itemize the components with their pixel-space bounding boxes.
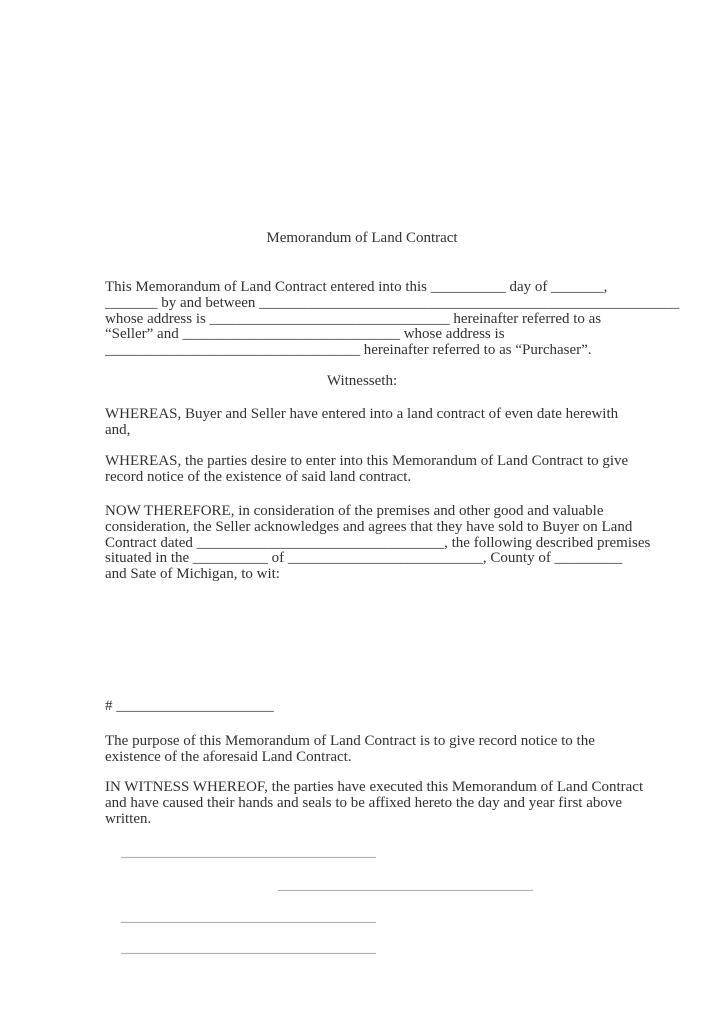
signature-line-4: __________________________________ <box>121 940 376 956</box>
now-therefore-line-2: consideration, the Seller acknowledges and agrees that they have sold to Buyer on Land <box>105 518 633 535</box>
in-witness-line-3: written. <box>105 810 152 827</box>
whereas2-line-2: record notice of the existence of said land contract. <box>105 468 412 485</box>
signature-line-3: __________________________________ <box>121 909 376 925</box>
in-witness-paragraph <box>105 779 644 827</box>
whereas1-line-1: WHEREAS, Buyer and Seller have entered into a land contract of even date herewith <box>105 406 619 422</box>
now-therefore-line-5: and Sate of Michigan, to wit: <box>105 566 280 583</box>
in-witness-line-1: IN WITNESS WHEREOF, the parties have executed this Memorandum of Land Contract <box>105 779 644 795</box>
witnesseth-heading: Witnesseth: <box>326 373 398 389</box>
whereas1-line-2: and, <box>105 421 131 438</box>
now-therefore-line-1: NOW THEREFORE, in consideration of the premises and other good and valuable <box>105 503 604 519</box>
signature-row-3 <box>105 910 619 926</box>
intro-line-1: This Memorandum of Land Contract entered into this __________ day of _______, <box>105 279 608 295</box>
parcel-number-blank <box>105 699 619 715</box>
signature-row-4 <box>105 941 619 957</box>
whereas-paragraph-1 <box>105 407 619 439</box>
document-title: Memorandum of Land Contract <box>266 230 458 246</box>
intro-paragraph <box>105 279 680 359</box>
signature-line-2: __________________________________ <box>278 877 533 893</box>
purpose-line-1: The purpose of this Memorandum of Land Contract is to give record notice to the <box>105 733 595 749</box>
signature-row-2 <box>105 878 619 894</box>
intro-line-3: whose address is ________________________________ hereinafter referred to as <box>105 310 602 327</box>
now-therefore-line-3: Contract dated _________________________________, the following described premises <box>105 534 651 551</box>
purpose-line-2: existence of the aforesaid Land Contract. <box>105 748 352 765</box>
intro-line-5: __________________________________ hereinafter referred to as “Purchaser”. <box>105 342 592 359</box>
whereas2-line-1: WHEREAS, the parties desire to enter into this Memorandum of Land Contract to give <box>105 453 629 469</box>
signature-row-1 <box>105 845 619 861</box>
now-therefore-paragraph <box>105 503 651 583</box>
in-witness-line-2: and have caused their hands and seals to be affixed hereto the day and year first above <box>105 794 623 811</box>
parcel-number-line: # _____________________ <box>105 698 274 714</box>
signature-line-1: __________________________________ <box>121 844 376 860</box>
now-therefore-line-4: situated in the __________ of __________________________, County of _________ <box>105 550 623 567</box>
whereas-paragraph-2 <box>105 453 629 486</box>
intro-line-4: “Seller” and _____________________________ whose address is <box>105 326 505 343</box>
purpose-paragraph <box>105 734 619 766</box>
intro-line-2: _______ by and between ________________________________________________________ <box>105 294 680 311</box>
